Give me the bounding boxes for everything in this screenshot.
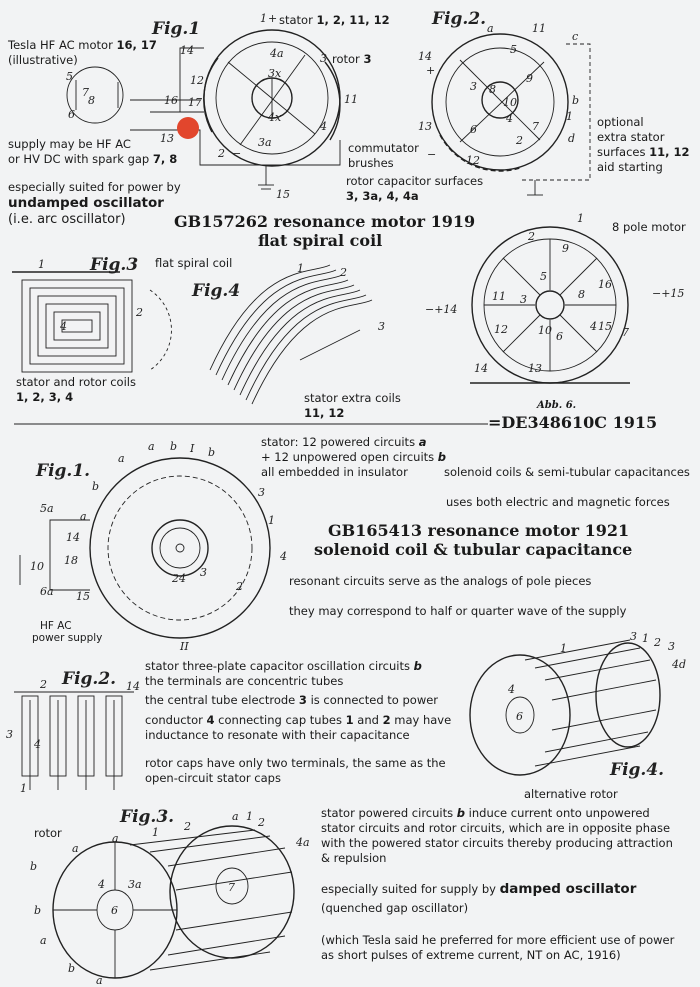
fig2-top-num-10: 10 xyxy=(503,96,517,109)
fig1-mid-num-a2: a xyxy=(118,452,125,465)
patent-title-de348610c: =DE348610C 1915 xyxy=(488,413,658,432)
fig1-mid-num-5a: 5a xyxy=(40,502,54,515)
fig1-top-num-3: 3 xyxy=(320,52,327,65)
fig3-bot-q1: (which Tesla said he preferred for more efficient use of power xyxy=(321,933,675,947)
abb6-num-m15: −+15 xyxy=(652,287,685,300)
fig1-mid-num-10: 10 xyxy=(30,560,44,573)
fig1-mid-num-b2: b xyxy=(208,446,216,459)
fig3-bot-num-b2: b xyxy=(34,904,42,917)
fig2-top-optional3: surfaces 11, 12 xyxy=(597,145,690,159)
fig1-top-motor-label: Tesla HF AC motor 16, 17 xyxy=(8,38,157,52)
fig3-bot-title: Fig.3. xyxy=(120,807,175,827)
fig1-mid-num-2: 2 xyxy=(236,580,243,593)
fig1-top-num-2: 2 xyxy=(218,147,225,160)
fig1-top-num-13: 13 xyxy=(160,132,174,145)
fig1-top-illustrative: (illustrative) xyxy=(8,53,78,67)
fig1-top-num-8: 8 xyxy=(88,94,95,107)
fig4-top-num-1: 1 xyxy=(297,262,304,275)
abb6-num-11: 11 xyxy=(492,290,506,303)
fig1-top-rotorcap-nums: 3, 3a, 4, 4a xyxy=(346,189,419,203)
fig4-mid-num-3a: 3 xyxy=(630,630,637,643)
fig1-mid-num-14: 14 xyxy=(66,531,80,544)
abb6-num-13: 13 xyxy=(528,362,542,375)
fig3-bot-q2: as short pulses of extreme current, NT on AC, 1916) xyxy=(321,948,621,962)
fig3-top-stator-rotor: stator and rotor coils xyxy=(16,375,136,389)
fig1-top-num-6: 6 xyxy=(68,108,75,121)
fig1-top-num-4a: 4a xyxy=(270,47,284,60)
fig1-mid-hf-label2: power supply xyxy=(32,632,103,644)
patent-subtitle-solenoid: solenoid coil & tubular capacitance xyxy=(314,540,633,559)
abb6-num-m14: −+14 xyxy=(425,303,458,316)
fig2-mid-title: Fig.2. xyxy=(62,669,117,689)
fig1-top-suited2: undamped oscillator xyxy=(8,195,164,211)
fig3-top-coil-label: flat spiral coil xyxy=(155,256,233,270)
fig4-top-title: Fig.4 xyxy=(192,281,241,301)
fig3-bot-num-a5: a xyxy=(232,810,239,823)
fig1-top-num-1: 1 xyxy=(260,12,267,25)
fig2-top-num-14: 14 xyxy=(418,50,432,63)
fig1-top-num-17: 17 xyxy=(188,96,202,109)
fig4-mid-title: Fig.4. xyxy=(610,760,665,780)
abb6-num-10: 10 xyxy=(538,324,552,337)
fig1-top-num-15: 15 xyxy=(276,188,290,201)
fig1-top-num-minus: − xyxy=(232,147,242,160)
fig2-mid-line7: open-circuit stator caps xyxy=(145,771,281,785)
fig2-top-num-4: 4 xyxy=(506,112,513,125)
fig3-top-num-4: 4 xyxy=(60,320,67,333)
fig2-top-num-minus: − xyxy=(427,148,437,161)
abb6-num-15: 15 xyxy=(598,320,612,333)
abb6-num-6: 6 xyxy=(556,330,563,343)
fig1-mid-num-3b: 3 xyxy=(200,566,207,579)
fig1-mid-num-3a: 3 xyxy=(258,486,265,499)
fig2-mid-num-4: 4 xyxy=(34,738,41,751)
abb6-num-3: 3 xyxy=(520,293,527,306)
fig1-top-num-3x: 3x xyxy=(268,67,282,80)
fig3-bot-num-b3: b xyxy=(68,962,76,975)
fig1-top-supply-line1: supply may be HF AC xyxy=(8,137,131,151)
fig2-top-num-12: 12 xyxy=(466,154,480,167)
abb6-num-12: 12 xyxy=(494,323,508,336)
fig3-bot-num-a3: a xyxy=(40,934,47,947)
fig4-mid-num-1a: 1 xyxy=(560,642,567,655)
fig1-mid-num-15: 15 xyxy=(76,590,90,603)
fig1-top-num-14: 14 xyxy=(180,44,194,57)
fig4-top-num-3: 3 xyxy=(378,320,385,333)
fig1-top-num-4x: 4x xyxy=(268,111,282,124)
abb6-caption: Abb. 6. xyxy=(537,400,577,411)
fig3-bot-num-2: 2 xyxy=(184,820,191,833)
fig2-top-num-b: b xyxy=(572,94,580,107)
fig2-top-num-7: 7 xyxy=(532,120,539,133)
fig1-mid-num-6a: 6a xyxy=(40,585,54,598)
resonant-note1: resonant circuits serve as the analogs of pole pieces xyxy=(289,574,592,588)
fig3-bot-num-4a: 4a xyxy=(296,836,310,849)
fig1-mid-num-I: I xyxy=(190,442,195,455)
fig1-mid-solenoid-note: solenoid coils & semi-tubular capacitances xyxy=(444,465,690,479)
abb6-num-5: 5 xyxy=(540,270,547,283)
fig3-bot-d3: (quenched gap oscillator) xyxy=(321,901,469,915)
fig1-top-rotorcap-label: rotor capacitor surfaces xyxy=(346,174,484,188)
fig2-top-num-d: d xyxy=(568,132,576,145)
fig3-bot-num-a2: a xyxy=(112,832,119,845)
abb6-num-9: 9 xyxy=(562,242,569,255)
fig2-top-num-13: 13 xyxy=(418,120,432,133)
fig1-mid-num-b3: b xyxy=(92,480,100,493)
fig1-mid-num-a3: a xyxy=(80,510,87,523)
fig1-top-num-16: 16 xyxy=(164,94,178,107)
fig3-bot-num-a4: a xyxy=(96,974,103,987)
fig1-mid-hf-label1: HF AC xyxy=(40,620,72,632)
fig3-bot-num-b1: b xyxy=(30,860,38,873)
fig1-mid-num-1: 1 xyxy=(268,514,275,527)
fig3-top-num-1: 1 xyxy=(38,258,45,271)
fig2-mid-line6: rotor caps have only two terminals, the same as the xyxy=(145,756,446,770)
fig1-mid-num-18: 18 xyxy=(64,554,78,567)
abb6-num-7: 7 xyxy=(622,326,629,339)
fig1-top-suited1: especially suited for power by xyxy=(8,180,181,194)
fig4-mid-num-3b: 3 xyxy=(668,640,675,653)
fig1-top-num-3a: 3a xyxy=(258,136,272,149)
fig4-mid-num-1b: 1 xyxy=(642,632,649,645)
fig1-mid-stator-line1: stator: 12 powered circuits a xyxy=(261,435,427,449)
fig2-top-num-2: 2 xyxy=(516,134,523,147)
abb6-num-14: 14 xyxy=(474,362,488,375)
fig2-mid-num-14: 14 xyxy=(126,680,140,693)
fig2-top-num-c: c xyxy=(572,30,579,43)
abb6-num-1: 1 xyxy=(577,212,584,225)
fig1-top-num-5: 5 xyxy=(66,70,73,83)
fig1-mid-num-II: II xyxy=(180,640,189,653)
fig2-top-optional2: extra stator xyxy=(597,130,665,144)
fig2-mid-line1: stator three-plate capacitor oscillation circuits b xyxy=(145,659,422,673)
fig1-top-num-4: 4 xyxy=(320,120,327,133)
fig1-mid-num-b1: b xyxy=(170,440,178,453)
fig3-bot-num-2b: 2 xyxy=(258,816,265,829)
fig2-mid-line3: the central tube electrode 3 is connected to power xyxy=(145,693,439,707)
fig3-bot-num-1b: 1 xyxy=(246,810,253,823)
fig2-mid-num-3: 3 xyxy=(6,728,13,741)
fig4-top-extra-nums: 11, 12 xyxy=(304,406,345,420)
fig2-mid-line2: the terminals are concentric tubes xyxy=(145,674,344,688)
fig2-top-optional1: optional xyxy=(597,115,644,129)
fig3-bot-num-4: 4 xyxy=(98,878,105,891)
abb6-num-8: 8 xyxy=(578,288,585,301)
fig4-top-num-2: 2 xyxy=(340,266,347,279)
fig2-top-num-1: 1 xyxy=(566,110,573,123)
fig1-top-suited3: (i.e. arc oscillator) xyxy=(8,212,126,227)
fig3-bot-num-a1: a xyxy=(72,842,79,855)
fig1-top-rotor-label: rotor 3 xyxy=(332,52,372,66)
fig4-mid-num-6: 6 xyxy=(516,710,523,723)
fig1-top-num-11: 11 xyxy=(344,93,358,106)
fig2-top-num-plus: + xyxy=(426,64,436,77)
fig2-mid-line4: conductor 4 connecting cap tubes 1 and 2 may have xyxy=(145,713,452,727)
patent-title-gb157262: GB157262 resonance motor 1919 xyxy=(174,212,476,231)
fig2-top-num-9: 9 xyxy=(526,72,533,85)
abb6-num-2: 2 xyxy=(528,230,535,243)
fig3-bot-p1: stator powered circuits b induce current onto unpowered xyxy=(321,806,650,820)
fig2-top-num-11: 11 xyxy=(532,22,546,35)
fig1-top-commutator: commutator xyxy=(348,141,419,155)
fig1-top-num-12: 12 xyxy=(190,74,204,87)
fig1-mid-num-24: 24 xyxy=(172,572,186,585)
fig1-top-brushes: brushes xyxy=(348,156,394,170)
fig2-top-num-a: a xyxy=(487,22,494,35)
fig1-mid-stator-line3: all embedded in insulator xyxy=(261,465,408,479)
fig3-bot-p3: with the powered stator circuits thereby producing attraction xyxy=(321,836,673,850)
abb6-pole-label: 8 pole motor xyxy=(612,220,686,234)
fig3-bot-num-7: 7 xyxy=(228,881,235,894)
fig1-mid-num-a1: a xyxy=(148,440,155,453)
fig3-bot-p2: stator circuits and rotor circuits, which are in opposite phase xyxy=(321,821,671,835)
fig1-mid-num-4: 4 xyxy=(280,550,287,563)
fig2-top-title: Fig.2. xyxy=(432,9,487,29)
fig3-bot-d1: especially suited for supply by damped oscillator xyxy=(321,881,637,897)
fig1-top-supply-line2: or HV DC with spark gap 7, 8 xyxy=(8,152,178,166)
fig1-top-title: Fig.1 xyxy=(152,19,201,39)
fig3-bot-num-1: 1 xyxy=(152,826,159,839)
fig3-bot-rotor-label: rotor xyxy=(34,826,62,840)
fig1-top-num-plus: + xyxy=(268,12,278,25)
abb6-num-4: 4 xyxy=(590,320,597,333)
fig1-top-stator-label: stator 1, 2, 11, 12 xyxy=(279,13,390,27)
patent-title-gb165413: GB165413 resonance motor 1921 xyxy=(328,521,630,540)
fig2-top-num-5: 5 xyxy=(510,43,517,56)
fig4-mid-alt-rotor: alternative rotor xyxy=(524,787,618,801)
abb6-num-16: 16 xyxy=(598,278,612,291)
patent-subtitle-flat-spiral: flat spiral coil xyxy=(258,231,383,250)
fig2-top-optional4: aid starting xyxy=(597,160,663,174)
fig3-top-title: Fig.3 xyxy=(90,255,139,275)
fig1-mid-stator-line2: + 12 unpowered open circuits b xyxy=(261,450,447,464)
fig2-mid-num-1: 1 xyxy=(20,782,27,795)
fig1-mid-forces-note: uses both electric and magnetic forces xyxy=(446,495,670,509)
fig1-mid-title: Fig.1. xyxy=(36,461,91,481)
fig2-top-num-8: 8 xyxy=(489,83,496,96)
fig3-bot-num-3a: 3a xyxy=(128,878,142,891)
fig2-top-num-3: 3 xyxy=(470,80,477,93)
fig4-top-extra-label: stator extra coils xyxy=(304,391,401,405)
fig3-top-num-2: 2 xyxy=(136,306,143,319)
fig3-top-nums: 1, 2, 3, 4 xyxy=(16,390,74,404)
fig4-mid-num-2: 2 xyxy=(654,636,661,649)
fig2-top-num-6: 6 xyxy=(470,123,477,136)
resonant-note2: they may correspond to half or quarter wave of the supply xyxy=(289,604,627,618)
fig4-mid-num-4d: 4d xyxy=(672,658,687,671)
fig2-mid-num-2: 2 xyxy=(40,678,47,691)
fig3-bot-num-6: 6 xyxy=(111,904,118,917)
fig3-bot-p4: & repulsion xyxy=(321,851,387,865)
fig1-top-num-7: 7 xyxy=(82,86,89,99)
fig4-mid-num-4: 4 xyxy=(508,683,515,696)
fig2-mid-line5: inductance to resonate with their capacitance xyxy=(145,728,410,742)
